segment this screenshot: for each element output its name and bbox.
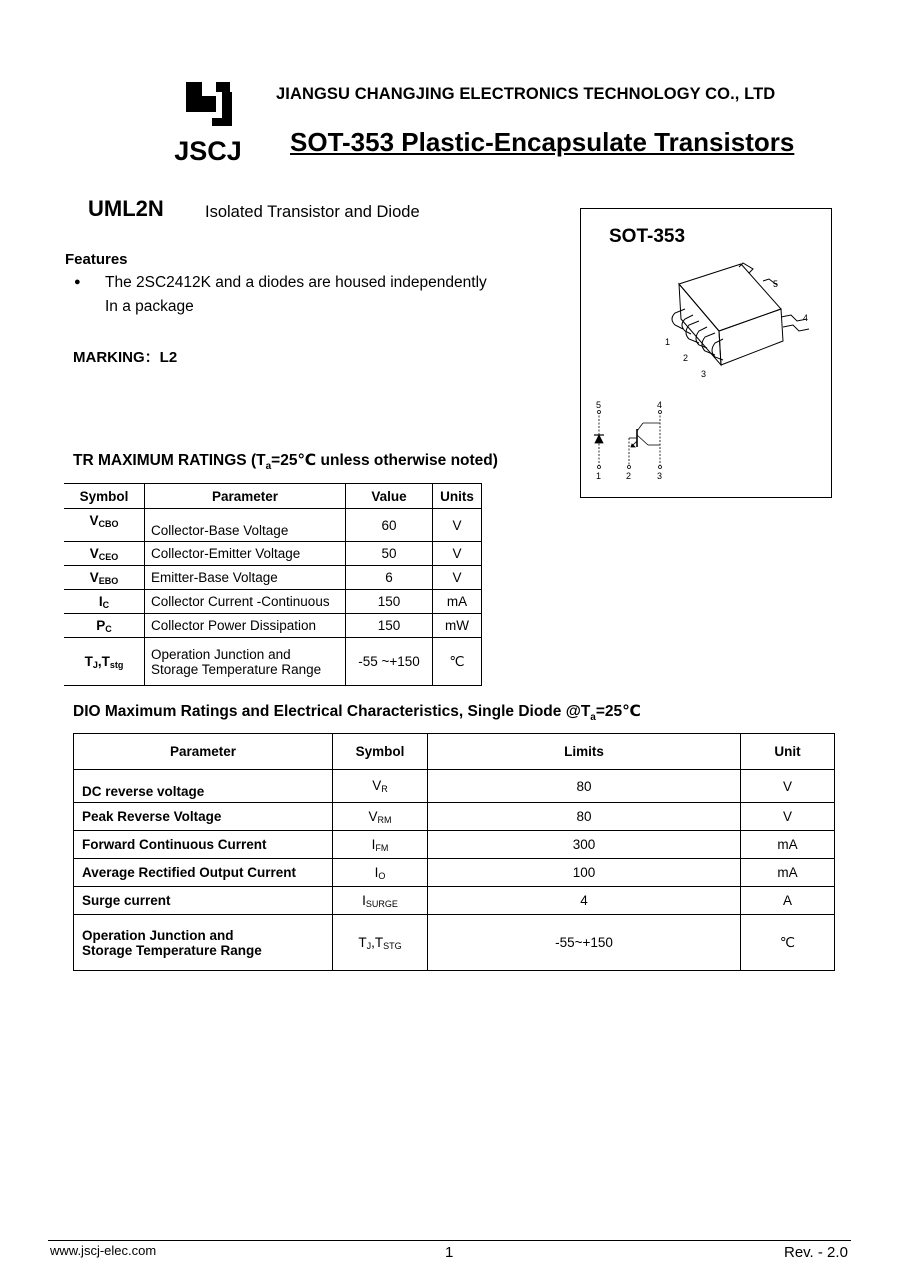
table-row [64, 542, 482, 566]
jscj-logo [172, 80, 244, 162]
table-row [74, 770, 835, 803]
table-header-row [64, 484, 482, 509]
schematic-pin-label: 2 [626, 471, 632, 481]
footer-divider [48, 1240, 851, 1241]
table-row [74, 859, 835, 887]
symbol-cell: IC [64, 590, 145, 614]
schematic-pin-label: 4 [657, 400, 663, 410]
unit-cell: V [433, 566, 482, 590]
table-row [64, 638, 482, 686]
table-row [74, 915, 835, 971]
value-cell: 6 [346, 566, 433, 590]
tr-ratings-title: TR MAXIMUM RATINGS ($T_a=25℃$ unless otherwise noted) [73, 452, 498, 473]
parameter-cell: Surge current [74, 887, 333, 915]
header-cell: Symbol [64, 484, 145, 509]
limit-cell: 100 [428, 859, 741, 887]
header-cell: Unit [741, 734, 835, 770]
parameter-cell: Operation Junction and Storage Temperature Range [145, 638, 346, 686]
symbol-cell: IO [333, 859, 428, 887]
value-cell: 150 [346, 590, 433, 614]
feature-line-1: The 2SC2412K and a diodes are housed independently [105, 274, 487, 291]
header-cell: Symbol [333, 734, 428, 770]
schematic-pin-label: 5 [596, 400, 602, 410]
symbol-cell: TJ,TSTG [333, 915, 428, 971]
table-row [64, 509, 482, 542]
symbol-cell: IFM [333, 831, 428, 859]
header-cell: Value [346, 484, 433, 509]
parameter-cell: Collector Current -Continuous [145, 590, 346, 614]
unit-cell: mA [741, 859, 835, 887]
table-row [64, 614, 482, 638]
marking-label: MARKING：L2 [73, 349, 178, 366]
company-name: JIANGSU CHANGJING ELECTRONICS TECHNOLOGY CO., LTD [276, 85, 776, 103]
parameter-cell: Emitter-Base Voltage [145, 566, 346, 590]
unit-cell: ℃ [741, 915, 835, 971]
tr-ratings-table [64, 483, 482, 686]
value-cell: 60 [346, 509, 433, 542]
pin-label: 2 [683, 353, 689, 363]
limit-cell: -55~+150 [428, 915, 741, 971]
revision: Rev. - 2.0 [784, 1244, 848, 1261]
parameter-cell: Forward Continuous Current [74, 831, 333, 859]
value-cell: -55 ~+150 [346, 638, 433, 686]
parameter-cell: Average Rectified Output Current [74, 859, 333, 887]
footer-url: www.jscj-elec.com [50, 1243, 157, 1258]
schematic-pin-label: 1 [596, 471, 602, 481]
limit-cell: 4 [428, 887, 741, 915]
schematic-diagram [594, 411, 662, 469]
document-title: SOT-353 Plastic-Encapsulate Transistors [290, 127, 795, 157]
part-number: UML2N [88, 196, 164, 221]
unit-cell: V [741, 770, 835, 803]
symbol-cell: VR [333, 770, 428, 803]
table-row [64, 566, 482, 590]
parameter-cell: Operation Junction and Storage Temperature Range [74, 915, 333, 971]
limit-cell: 80 [428, 770, 741, 803]
package-drawing [581, 209, 831, 497]
package-title: SOT-353 [609, 226, 686, 247]
table-row [64, 590, 482, 614]
table-row [74, 831, 835, 859]
header-cell: Units [433, 484, 482, 509]
feature-line-2: In a package [105, 298, 194, 315]
unit-cell: V [741, 803, 835, 831]
parameter-cell: Collector-Emitter Voltage [145, 542, 346, 566]
unit-cell: V [433, 542, 482, 566]
limit-cell: 300 [428, 831, 741, 859]
parameter-cell: Collector Power Dissipation [145, 614, 346, 638]
pin-label: 1 [665, 337, 671, 347]
unit-cell: V [433, 509, 482, 542]
header-cell: Limits [428, 734, 741, 770]
header-cell: Parameter [74, 734, 333, 770]
bullet-icon: ● [74, 276, 81, 288]
parameter-cell: DC reverse voltage [74, 770, 333, 803]
part-description: Isolated Transistor and Diode [205, 203, 420, 221]
symbol-cell: TJ,Tstg [64, 638, 145, 686]
unit-cell: A [741, 887, 835, 915]
features-heading: Features [65, 251, 128, 268]
header-cell: Parameter [145, 484, 346, 509]
symbol-cell: VCEO [64, 542, 145, 566]
symbol-cell: VRM [333, 803, 428, 831]
table-row [74, 887, 835, 915]
table-row [74, 803, 835, 831]
pin-label: 3 [701, 369, 707, 379]
dio-ratings-title: DIO Maximum Ratings and Electrical Characteristics, Single Diode $@T_a=25℃$ [73, 703, 641, 724]
value-cell: 150 [346, 614, 433, 638]
unit-cell: ℃ [433, 638, 482, 686]
value-cell: 50 [346, 542, 433, 566]
parameter-cell: Collector-Base Voltage [145, 509, 346, 542]
pin-label: 5 [773, 279, 779, 289]
limit-cell: 80 [428, 803, 741, 831]
package-box [580, 208, 832, 498]
dio-ratings-table [73, 733, 835, 971]
unit-cell: mA [433, 590, 482, 614]
schematic-pin-label: 3 [657, 471, 663, 481]
logo-text: JSCJ [174, 136, 242, 162]
parameter-cell: Peak Reverse Voltage [74, 803, 333, 831]
symbol-cell: VEBO [64, 566, 145, 590]
symbol-cell: VCBO [64, 509, 145, 542]
unit-cell: mW [433, 614, 482, 638]
unit-cell: mA [741, 831, 835, 859]
table-header-row [74, 734, 835, 770]
page-number: 1 [445, 1244, 454, 1261]
package-body-icon [672, 263, 809, 365]
pin-label: 4 [803, 313, 809, 323]
symbol-cell: PC [64, 614, 145, 638]
symbol-cell: ISURGE [333, 887, 428, 915]
